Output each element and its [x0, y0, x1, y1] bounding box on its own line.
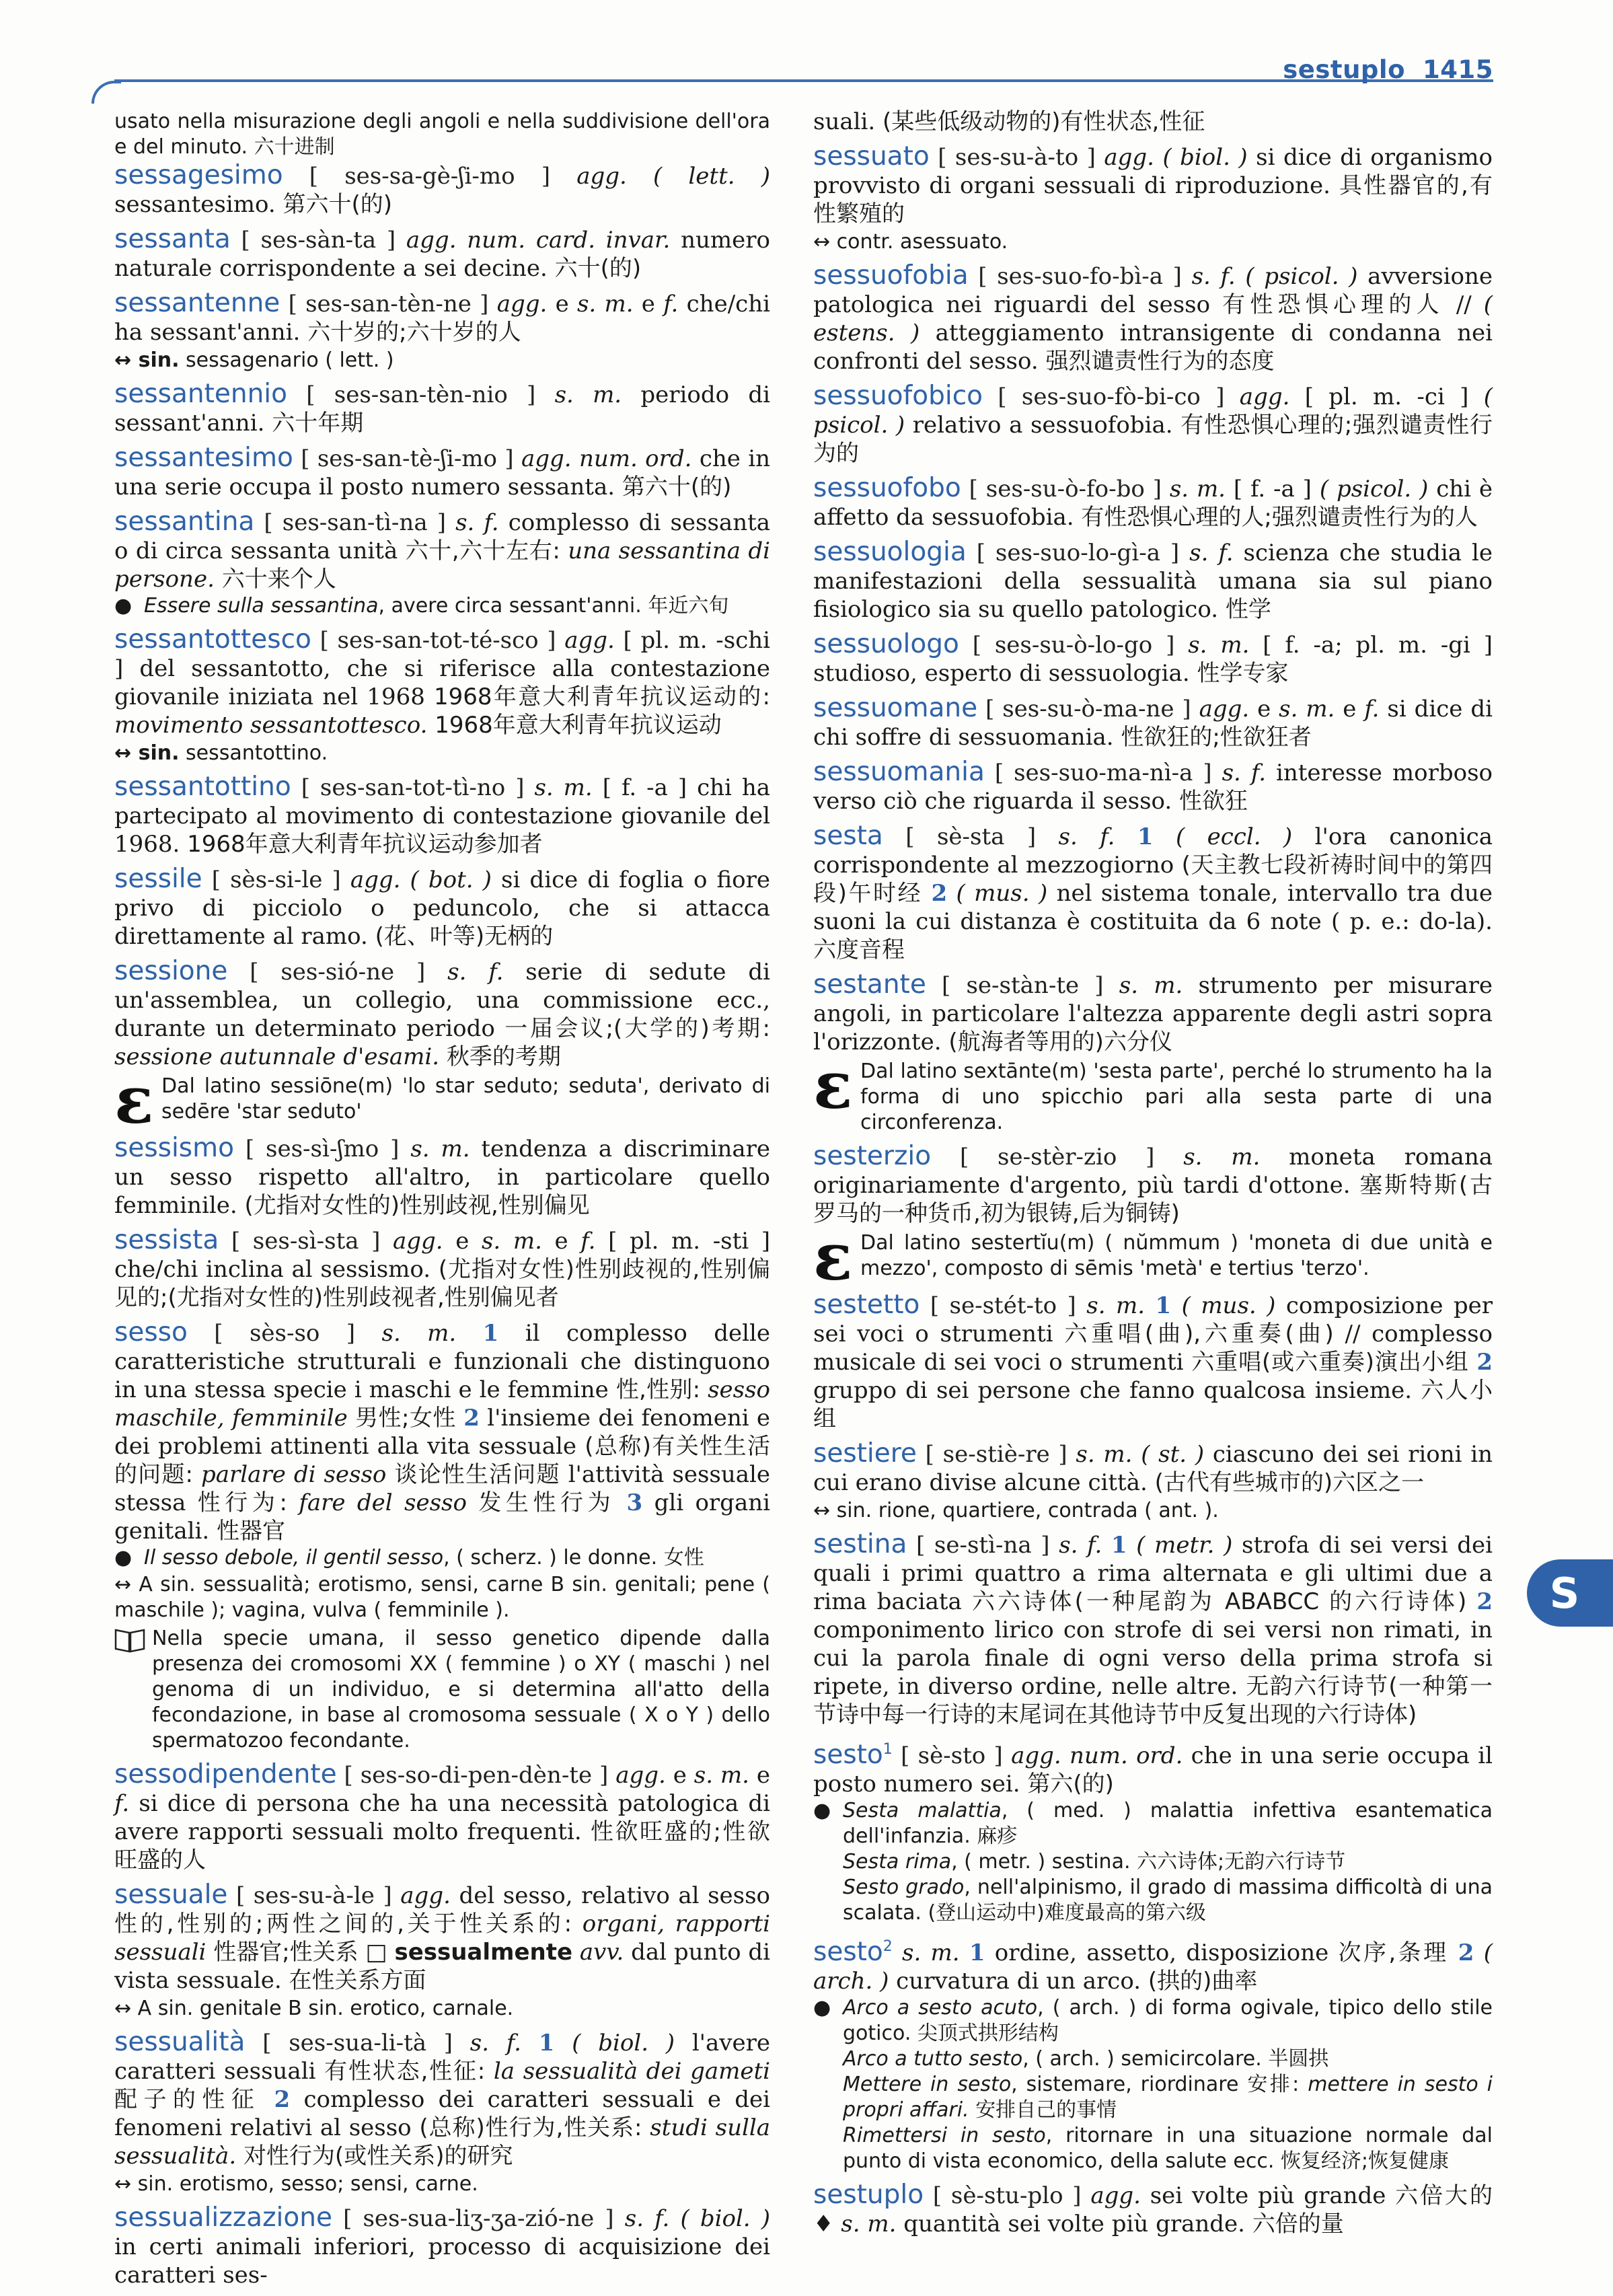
- entry-sessuale: sessuale [ ses-su-à-le ] agg. del sesso, relativo al sesso 性的,性别的;两性之间的,关于性关系的: organi, rapporti sessuali 性器官;性关系 □ sessualmente avv. dal punto di vista sessuale. 在性关系方面 ↔ A sin. genitale B sin. erotico, carnale.: [114, 1880, 771, 2020]
- etymology: ɛ Dal latino sextānte(m) 'sesta parte', perché lo strumento ha la forma di uno spicchio pari alla sesta parte di una circonferenza.: [813, 1047, 1493, 1134]
- entry-sessuologia: sessuologia [ ses-suo-lo-gì-a ] s. f. scienza che studia le manifestazioni della sessualità umana sia sul piano fisiologico sia su quello patologico. 性学: [813, 537, 1493, 623]
- headword: sessualità: [114, 2027, 246, 2057]
- headword: sessuologia: [813, 537, 967, 567]
- right-column: [813, 108, 1493, 2245]
- phrase: Sesta rima, ( metr. ) sestina. 六六诗体;无韵六行诗节: [843, 1850, 1346, 1874]
- entry-sessualita: sessualità [ ses-sua-li-tà ] s. f. 1 ( biol. ) l'avere caratteri sessuali 有性状态,性征: la sessualità dei gameti 配子的性征 2 complesso dei caratteri sessuali e dei fenomeni relativi al sesso (总称)性行为,性关系: studi sulla sessualità. 对性行为(或性关系)的研究 ↔ sin. erotismo, sesso; sensi, carne.: [114, 2027, 771, 2196]
- headword: sestante: [813, 969, 926, 1000]
- headword: sestuplo: [813, 2180, 924, 2210]
- headword: sessantennio: [114, 379, 287, 409]
- entry-sestuplo: sestuplo [ sè-stu-plo ] agg. sei volte più grande 六倍大的 ♦ s. m. quantità sei volte più grande. 六倍的量: [813, 2180, 1493, 2237]
- headword: sessista: [114, 1225, 219, 1255]
- synonyms: ↔ sin. sessantottino.: [114, 741, 328, 765]
- thumb-index-tab[interactable]: S: [1527, 1559, 1613, 1627]
- headword: sessile: [114, 864, 202, 894]
- left-column: [114, 108, 770, 2296]
- entry-sessuofobia: sessuofobia [ ses-suo-fo-bì-a ] s. f. ( psicol. ) avversione patologica nei riguardi del sesso 有性恐惧心理的人 // ( estens. ) atteggiamento intransigente di condanna nei confronti del sesso. 强烈谴责性行为的态度: [813, 260, 1493, 375]
- headword: sessanta: [114, 224, 231, 254]
- entry-sessodipendente: sessodipendente [ ses-so-di-pen-dèn-te ] agg. e s. m. e f. si dice di persona che ha una necessità patologica di avere rapporti sessuali molto frequenti. 性欲旺盛的;性欲旺盛的人: [114, 1759, 771, 1874]
- headword: sessuomania: [813, 757, 985, 787]
- entry-sessagesimo: sessagesimo [ ses-sa-gè-ʃi-mo ] agg. ( lett. ) sessantesimo. 第六十(的): [114, 160, 770, 218]
- headword: sessodipendente: [114, 1759, 337, 1789]
- headword: sestiere: [813, 1438, 917, 1469]
- headword: sessuologo: [813, 629, 959, 659]
- phrase: Arco a tutto sesto, ( arch. ) semicircolare. 半圆拱: [843, 2047, 1329, 2071]
- headword: sessione: [114, 956, 228, 986]
- phrase: Rimettersi in sesto, ritornare in una situazione normale dal punto di vista economico, della salute ecc. 恢复经济;恢复健康: [843, 2124, 1493, 2173]
- entry-sestante: sestante [ se-stàn-te ] s. m. strumento per misurare angoli, in particolare l'altezza apparente degli astri sopra l'orizzonte. (航海者等用的)六分仪 ɛ Dal latino sextānte(m) 'sesta parte', perché lo strumento ha la forma di uno spicchio pari alla sesta parte di una circonferenza.: [813, 969, 1493, 1134]
- synonyms: ↔ A sin. sessualità; erotismo, sensi, carne B sin. genitali; pene ( maschile ); vagina, vulva ( femminile ).: [114, 1573, 770, 1622]
- entry-continuation: suali. (某些低级动物的)有性状态,性征: [813, 108, 1205, 135]
- entry-sessista: sessista [ ses-sì-sta ] agg. e s. m. e f. [ pl. m. -sti ] che/chi inclina al sessismo. (尤指对女性)性别歧视的,性别偏见的;(尤指对女性的)性别歧视者,性别偏见者: [114, 1225, 771, 1311]
- entry-sessuofobico: sessuofobico [ ses-suo-fò-bi-co ] agg. [ pl. m. -ci ] ( psicol. ) relativo a sessuofobia. 有性恐惧心理的;强烈谴责性行为的: [813, 381, 1493, 467]
- entry-sestina: sestina [ se-stì-na ] s. f. 1 ( metr. ) strofa di sei versi dei quali i primi quattro a rima alternata e gli ultimi due a rima baciata 六六诗体(一种尾韵为 ABABCC 的六行诗体) 2 componimento lirico con strofe di sei versi non rimati, in cui la parola finale di ogni verso della prima strofa si ripete, in diverso ordine, nelle altre. 无韵六行诗节(一种第一节诗中每一行诗的末尾词在其他诗节中反复出现的六行诗体): [813, 1529, 1493, 1728]
- headword: sessantesimo: [114, 443, 293, 473]
- headword: sessuofobico: [813, 381, 983, 411]
- usage-note: Nella specie umana, il sesso genetico dipende dalla presenza dei cromosomi XX ( femmine ) o XY ( maschi ) nel genoma di un individuo, e si determina all'atto della fecondazione, in base al cromosoma sessuale ( X o Y ) dello spermatozoo fecondante.: [114, 1626, 770, 1754]
- page-number: 1415: [1423, 55, 1493, 84]
- headword: sestina: [813, 1529, 907, 1559]
- synonyms: ↔ sin. erotismo, sesso; sensi, carne.: [114, 2172, 478, 2196]
- entry-sessile: sessile [ sès-si-le ] agg. ( bot. ) si dice di foglia o fiore privo di picciolo o peduncolo, che si attacca direttamente al ramo. (花、叶等)无柄的: [114, 864, 771, 950]
- etymology-icon: ɛ: [813, 1047, 853, 1123]
- entry-sesso: sesso [ sès-so ] s. m. 1 il complesso delle caratteristiche strutturali e funzionali che distinguono in una stessa specie i maschi e le femmine 性,性别: sesso maschile, femminile 男性;女性 2 l'insieme dei fenomeni e dei problemi attinenti alla vita sessuale (总称)有关性生活的问题: parlare di sesso 谈论性生活问题 l'attività sessuale stessa 性行为: fare del sesso 发生性行为 3 gli organi genitali. 性器官 ● Il sesso debole, il gentil sesso, ( scherz. ) le donne. 女性 ↔ A sin. sessualità; erotismo, sensi, carne B sin. genitali; pene ( maschile ); vagina, vulva ( femminile ). Nella specie umana, il sesso genetico dipende dalla presenza dei cromosomi XX ( femmine ) o XY ( maschi ) nel genoma di un individuo, e si determina all'atto della fecondazione, in base al cromosoma sessuale ( X o Y ) dello spermatozoo fecondante.: [114, 1317, 771, 1752]
- headword: sessuale: [114, 1880, 228, 1910]
- headword: sessantottesco: [114, 624, 311, 655]
- entry-sessualizzazione: sessualizzazione [ ses-sua-liʒ-ʒa-zió-ne ] s. f. ( biol. ) in certi animali inferiori, processo di acquisizione dei caratteri ses-: [114, 2202, 770, 2289]
- headword: sessagesimo: [114, 160, 283, 190]
- etymology-icon: ɛ: [114, 1062, 154, 1138]
- entry-sestetto: sestetto [ se-stét-to ] s. m. 1 ( mus. ) composizione per sei voci o strumenti 六重唱(曲),六重奏(曲) // complesso musicale di sei voci o strumenti 六重唱(或六重奏)演出小组 2 gruppo di sei persone che fanno qualcosa insieme. 六人小组: [813, 1290, 1493, 1432]
- headword: sessuato: [813, 141, 930, 172]
- synonyms: ↔ sin. sessagenario ( lett. ): [114, 348, 394, 372]
- entry-sessanta: sessanta [ ses-sàn-ta ] agg. num. card. invar. numero naturale corrispondente a sei decine. 六十(的): [114, 224, 770, 282]
- etymology: ɛ Dal latino sestertĭu(m) ( nŭmmum ) 'moneta di due unità e mezzo', composto di sēmis 'metà' e tertius 'terzo'.: [813, 1219, 1493, 1295]
- headword: sessuomane: [813, 693, 978, 723]
- entry-sessantesimo: sessantesimo [ ses-san-tè-ʃi-mo ] agg. num. ord. che in una serie occupa il posto numero sessanta. 第六十(的): [114, 443, 770, 501]
- phrase: ● Essere sulla sessantina, avere circa sessant'anni. 年近六旬: [114, 594, 729, 618]
- headword: sessismo: [114, 1133, 234, 1163]
- etymology-icon: ɛ: [813, 1219, 853, 1295]
- etymology: ɛ Dal latino sessiōne(m) 'lo star seduto; seduta', derivato di sedēre 'star seduto': [114, 1062, 770, 1138]
- entry-sessismo: sessismo [ ses-sì-ʃmo ] s. m. tendenza a discriminare un sesso rispetto all'altro, in particolare quello femminile. (尤指对女性的)性别歧视,性别偏见: [114, 1133, 770, 1219]
- entry-sesterzio: sesterzio [ se-stèr-zio ] s. m. moneta romana originariamente d'argento, più tardi d'ottone. 塞斯特斯(古罗马的一种货币,初为银铸,后为铜铸) ɛ Dal latino sestertĭu(m) ( nŭmmum ) 'moneta di due unità e mezzo', composto di sēmis 'metà' e tertius 'terzo'.: [813, 1141, 1493, 1295]
- entry-sessuomane: sessuomane [ ses-su-ò-ma-ne ] agg. e s. m. e f. si dice di chi soffre di sessuomania. 性欲狂的;性欲狂者: [813, 693, 1493, 751]
- synonyms: ↔ sin. rione, quartiere, contrada ( ant. ).: [813, 1499, 1219, 1522]
- headword: sessuofobia: [813, 260, 969, 291]
- entry-continuation: usato nella misurazione degli angoli e nella suddivisione dell'ora e del minuto. 六十进制: [114, 110, 770, 159]
- entry-sessantottino: sessantottino [ ses-san-tot-tì-no ] s. m. [ f. -a ] chi ha partecipato al movimento di contestazione giovanile del 1968. 1968年意大利青年抗议运动参加者: [114, 772, 771, 858]
- phrase: Mettere in sesto, sistemare, riordinare 安排: mettere in sesto i propri affari. 安排自己的事情: [843, 2073, 1493, 2122]
- headword: sessantottino: [114, 772, 291, 802]
- entry-sessione: sessione [ ses-sió-ne ] s. f. serie di sedute di un'assemblea, un collegio, una commissione ecc., durante un determinato periodo 一届会议;(大学的)考期: sessione autunnale d'esami. 秋季的考期 ɛ Dal latino sessiōne(m) 'lo star seduto; seduta', derivato di sedēre 'star seduto': [114, 956, 770, 1138]
- headword: sessuofobo: [813, 473, 961, 503]
- phrase: ● Sesta malattia, ( med. ) malattia infettiva esantematica dell'infanzia. 麻疹: [813, 1799, 1493, 1848]
- headword: sessantina: [114, 507, 255, 537]
- entry-sestiere: sestiere [ se-stiè-re ] s. m. ( st. ) ciascuno dei sei rioni in cui erano divise alcune città. (古代有些城市的)六区之一 ↔ sin. rione, quartiere, contrada ( ant. ).: [813, 1438, 1493, 1522]
- headword: sessantenne: [114, 288, 280, 318]
- entry-sessuato: sessuato [ ses-su-à-to ] agg. ( biol. ) si dice di organismo provvisto di organi sessuali di riproduzione. 具性器官的,有性繁殖的 ↔ contr. asessuato.: [813, 141, 1493, 254]
- derived-headword: sessualmente: [394, 1939, 573, 1966]
- entry-sesto-1: sesto$^1$ [ sè-sto ] agg. num. ord. che in una serie occupa il posto numero sei. 第六(的) ● Sesta malattia, ( med. ) malattia infettiva esantematica dell'infanzia. 麻疹 Sesta rima, ( metr. ) sestina. 六六诗体;无韵六行诗节 Sesto grado, nell'alpinismo, il grado di massima difficoltà di una scalata. (登山运动中)难度最高的第六级: [813, 1740, 1493, 1925]
- phrase: ● Il sesso debole, il gentil sesso, ( scherz. ) le donne. 女性: [114, 1546, 704, 1569]
- entry-sessantottesco: sessantottesco [ ses-san-tot-té-sco ] agg. [ pl. m. -schi ] del sessantotto, che si riferisce alla contestazione giovanile iniziata nel 1968 1968年意大利青年抗议运动的: movimento sessantottesco. 1968年意大利青年抗议运动 ↔ sin. sessantottino.: [114, 624, 771, 765]
- entry-sessuomania: sessuomania [ ses-suo-ma-nì-a ] s. f. interesse morboso verso ciò che riguarda il sesso. 性欲狂: [813, 757, 1493, 815]
- headword: sessualizzazione: [114, 2202, 332, 2233]
- headword: sesto$^2$: [813, 1937, 893, 1967]
- headword: sesso: [114, 1317, 188, 1347]
- entry-sessuologo: sessuologo [ ses-su-ò-lo-go ] s. m. [ f. -a; pl. m. -gi ] studioso, esperto di sessuologia. 性学专家: [813, 629, 1493, 687]
- entry-sessantenne: sessantenne [ ses-san-tèn-ne ] agg. e s. m. e f. che/chi ha sessant'anni. 六十岁的;六十岁的人 ↔ sin. sessagenario ( lett. ): [114, 288, 770, 372]
- book-icon: [114, 1626, 152, 1754]
- synonyms: ↔ A sin. genitale B sin. erotico, carnale.: [114, 1997, 514, 2020]
- entry-sessantennio: sessantennio [ ses-san-tèn-nio ] s. m. periodo di sessant'anni. 六十年期: [114, 379, 770, 437]
- headword: sesta: [813, 821, 883, 851]
- phrase: ● Arco a sesto acuto, ( arch. ) di forma ogivale, tipico dello stile gotico. 尖顶式拱形结构: [813, 1996, 1493, 2045]
- entry-sessantina: sessantina [ ses-san-tì-na ] s. f. complesso di sessanta o di circa sessanta unità 六十,六十左右: una sessantina di persone. 六十来个人 ● Essere sulla sessantina, avere circa sessant'anni. 年近六旬: [114, 507, 771, 618]
- headword: sestetto: [813, 1290, 920, 1320]
- headword: sesterzio: [813, 1141, 932, 1171]
- running-head: [1283, 55, 1493, 84]
- entry-sesto-2: sesto$^2$ s. m. 1 ordine, assetto, disposizione 次序,条理 2 ( arch. ) curvatura di un arco. (拱的)曲率 ● Arco a sesto acuto, ( arch. ) di forma ogivale, tipico dello stile gotico. 尖顶式拱形结构 Arco a tutto sesto, ( arch. ) semicircolare. 半圆拱 Mettere in sesto, sistemare, riordinare 安排: mettere in sesto i propri affari. 安排自己的事情 Rimettersi in sesto, ritornare in una situazione normale dal punto di vista economico, della salute ecc. 恢复经济;恢复健康: [813, 1937, 1493, 2173]
- headword: sesto$^1$: [813, 1740, 893, 1770]
- phrase: Sesto grado, nell'alpinismo, il grado di massima difficoltà di una scalata. (登山运动中)难度最高的第六级: [843, 1876, 1493, 1925]
- guide-word: sestuplo: [1283, 55, 1406, 84]
- contraries: ↔ contr. asessuato.: [813, 230, 1008, 254]
- entry-sessuofobo: sessuofobo [ ses-su-ò-fo-bo ] s. m. [ f. -a ] ( psicol. ) chi è affetto da sessuofobia. 有性恐惧心理的人;强烈谴责性行为的人: [813, 473, 1493, 531]
- entry-sesta: sesta [ sè-sta ] s. f. 1 ( eccl. ) l'ora canonica corrispondente al mezzogiorno (天主教七段祈祷时间中的第四段)午时经 2 ( mus. ) nel sistema tonale, intervallo tra due suoni la cui distanza è costituita da 6 note ( p. e.: do-la). 六度音程: [813, 821, 1493, 963]
